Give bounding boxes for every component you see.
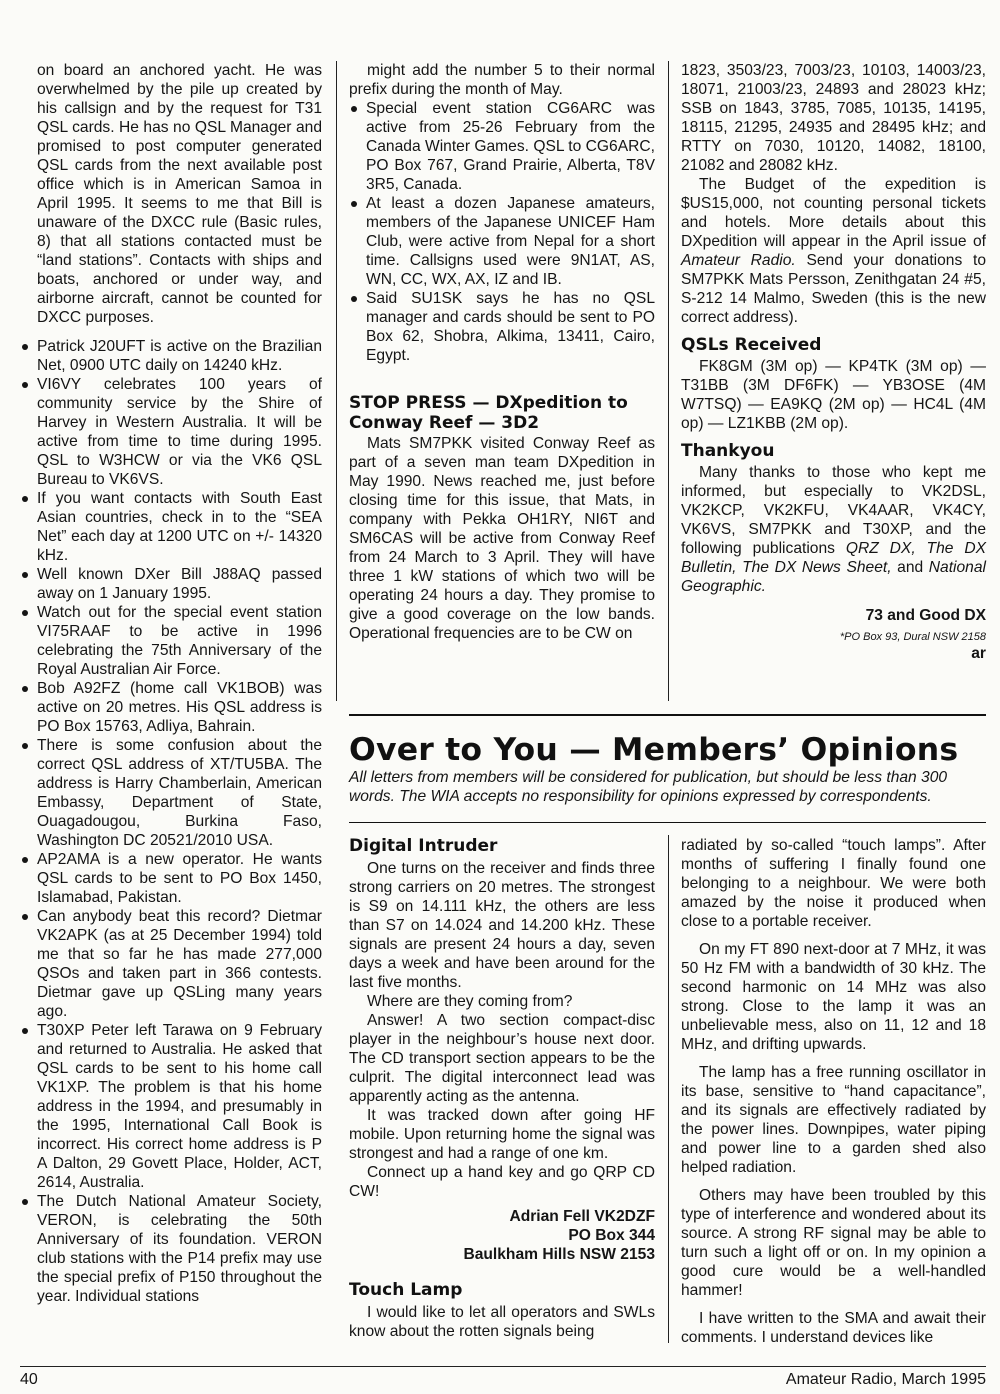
list-item: Bob A92FZ (home call VK1BOB) was active on 20 metres. His QSL address is PO Box 15763, Adliya, Bahrain. — [20, 679, 322, 736]
author-address: *PO Box 93, Dural NSW 2158 — [839, 631, 986, 643]
list-item: The Dutch National Amateur Society, VERON, is celebrating the 50th Anniversary of its foundation. VERON club stations with the P14 prefix may use the special prefix of P150 throughout the year. Individual stations — [20, 1192, 322, 1306]
thanks-heading: Thankyou — [681, 441, 775, 461]
qsl-heading: QSLs Received — [681, 335, 822, 355]
column-divider — [668, 61, 669, 701]
left-column — [20, 61, 322, 1306]
section-title: Over to You — Members’ Opinions — [349, 732, 959, 768]
body-text: might add the number 5 to their normal prefix during the month of May. — [349, 62, 655, 98]
body-text: 1823, 3503/23, 7003/23, 10103, 14003/23, 18071, 21003/23, 24893 and 28023 kHz; SSB on 1843, 3785, 7085, 10135, 14195, 18115, 21295, 24935 and 28495 kHz; and RTTY on 7030, 10120, 14082, 18100, 21082 and 28082 kHz. — [681, 62, 986, 174]
list-item: There is some confusion about the correct QSL address of XT/TU5BA. The address is Harry Chamberlain, American Embassy, Department of State, Ouagadougou, Burkina Faso, Washington DC 20521/2010 USA. — [20, 736, 322, 850]
publication-name: Amateur Radio. — [681, 252, 796, 269]
body-text: and — [891, 559, 929, 576]
thanks-paragraph — [681, 463, 986, 596]
section-rule — [349, 822, 986, 823]
body-text: on board an anchored yacht. He was overwhelmed by the pile up created by his callsign and by the request for T31 QSL cards. He has no QSL Manager and promised to post computer generated QSL cards from the next available post office which is in American Samoa in April 1995. It seems to me that Bill is unaware of the DXCC rule (Basic rules, 8) that all stations contacted must be “land stations”. Contacts with ships and boats, anchored or under way, and airborne aircraft, cannot be counted for DXCC purposes. — [37, 62, 322, 326]
body-text: Many thanks to those who kept me informed, but especially to VK2DSL, VK2KCP, VK2KFU, VK4AAR, VK4CY, VK6VS, SM7PKK and T30XP, and the following publications — [681, 464, 986, 557]
middle-column — [349, 61, 655, 643]
publication-name: National Geographic. — [681, 559, 986, 595]
list-item: Patrick J20UFT is active on the Brazilian Net, 0900 UTC daily on 14240 kHz. — [20, 337, 322, 375]
letter-paragraph: Where are they coming from? — [367, 993, 573, 1010]
signoff: 73 and Good DX — [865, 607, 986, 624]
body-text: FK8GM (3M op) — KP4TK (3M op) — T31BB (3M DF6FK) — YB3OSE (4M W7TSQ) — EA9KQ (2M op) — HC4L (4M op) — LZ1KBB (2M op). — [681, 358, 986, 432]
footer-rule — [20, 1366, 986, 1367]
end-mark: ar — [971, 645, 986, 662]
letter-paragraph: It was tracked down after going HF mobile. Upon returning home the signal was strongest and had a range of one km. — [349, 1107, 655, 1162]
right-column — [681, 61, 986, 663]
letter-heading: Touch Lamp — [349, 1280, 463, 1300]
list-item: VI6VY celebrates 100 years of community service by the Shire of Harvey in Western Australia. It will be active from time to time during 1995. QSL to W3HCW or via the VK6 QSL Bureau to VK6VS. — [20, 375, 322, 489]
column-divider — [668, 835, 669, 1343]
letter-address: PO Box 344 — [568, 1227, 655, 1244]
letter-paragraph: One turns on the receiver and finds three strong carriers on 20 metres. The strongest is S9 on 14.111 kHz, the others are less than S7 on 14.024 and 14.200 kHz. These signals are present 24 hours a day, seven days a week and have been around for the last five months. — [349, 860, 655, 991]
body-text: Send your donations to SM7PKK Mats Persson, Zenithgatan 24 #5, S-212 14 Malmo, Sweden (this is the new correct address). — [681, 252, 987, 326]
list-item: If you want contacts with South East Asian countries, check in to the “SEA Net” each day at 1200 UTC on +/- 14320 kHz. — [20, 489, 322, 565]
continued-paragraph — [20, 61, 322, 327]
letters-left-column — [349, 836, 655, 1341]
list-item: AP2AMA is a new operator. He wants QSL cards to be sent to PO Box 1450, Islamabad, Pakistan. — [20, 850, 322, 907]
stop-press-heading: STOP PRESS — DXpedition to Conway Reef — 3D2 — [349, 393, 628, 433]
letter-heading: Digital Intruder — [349, 836, 498, 856]
list-item: Special event station CG6ARC was active from 25-26 February from the Canada Winter Games. QSL to CG6ARC, PO Box 767, Grand Prairie, Alberta, T8V 3R5, Canada. — [349, 99, 655, 194]
page-number: 40 — [20, 1371, 38, 1388]
letter-author: Adrian Fell VK2DZF — [509, 1208, 655, 1225]
list-item: T30XP Peter left Tarawa on 9 February and returned to Australia. He asked that QSL cards to be sent to his home call VK1XP. The problem is that his home address in the 1994, and presumably in the 1995, International Call Book is incorrect. His correct home address is P A Dalton, 29 Govett Place, Holder, ACT, 2614, Australia. — [20, 1021, 322, 1192]
letter-paragraph: Others may have been troubled by this type of interference and wondered about its source. A strong RF signal may be able to turn such a light off or on. In my opinion a good cure would be a well-handled hammer! — [681, 1187, 986, 1299]
list-item: At least a dozen Japanese amateurs, members of the Japanese UNICEF Ham Club, were active from Nepal for a short time. Callsigns used were 9N1AT, AS, WN, CC, WX, AX, IZ and IB. — [349, 194, 655, 289]
letter-paragraph: I would like to let all operators and SWLs know about the rotten signals being — [349, 1304, 655, 1340]
list-item: Said SU1SK says he has no QSL manager and cards should be sent to PO Box 62, Shobra, Alkima, 13411, Cairo, Egypt. — [349, 289, 655, 365]
budget-paragraph — [681, 175, 986, 327]
letters-right-column — [681, 836, 986, 1347]
news-list — [20, 337, 322, 1306]
body-text: Mats SM7PKK visited Conway Reef as part of a seven man team DXpedition in May 1990. News reached me, just before closing time for this issue, that Mats, in company with Pekka OH1RY, NI6T and SM6CAS will be active from Conway Reef from 24 March to 3 April. They will have three 1 kW stations of which two will be operating 24 hours a day. They promise to give a good coverage on the low bands. Operational frequencies are to be CW on — [349, 435, 655, 642]
list-item: Can anybody beat this record? Dietmar VK2APK (as at 25 December 1994) told me that so far he has made 277,000 QSOs and taken part in 366 contests. Dietmar gave up QSLing many years ago. — [20, 907, 322, 1021]
letter-paragraph: The lamp has a free running oscillator in its base, sensitive to “hand capacitance”, and its signals are effectively radiated by the power lines. Downpipes, water piping and power line to a garden shed also helped radiation. — [681, 1064, 986, 1176]
letter-paragraph: Answer! A two section compact-disc player in the neighbour’s house next door. The CD transport section appears to be the culprit. The digital interconnect lead was apparently acting as the antenna. — [349, 1012, 655, 1105]
list-item: Well known DXer Bill J88AQ passed away on 1 January 1995. — [20, 565, 322, 603]
news-list — [349, 99, 655, 365]
publication-names: QRZ DX, The DX Bulletin, The DX News Sheet, — [681, 540, 986, 576]
body-text: The Budget of the expedition is $US15,000, not counting personal tickets and hotels. More details about this DXpedition will appear in the April issue of — [681, 176, 986, 250]
section-intro: All letters from members will be considered for publication, but should be less than 300 words. The WIA accepts no responsibility for opinions expressed by correspondents. — [349, 769, 948, 805]
letter-paragraph: radiated by so-called “touch lamps”. After months of suffering I finally found one belonging to a neighbour. We were both amazed by the noise it produced when close to a portable receiver. — [681, 837, 986, 930]
section-rule — [349, 714, 986, 716]
letter-paragraph: Connect up a hand key and go QRP CD CW! — [349, 1164, 655, 1200]
letter-paragraph: I have written to the SMA and await their comments. I understand devices like — [681, 1310, 986, 1346]
magazine-footer: Amateur Radio, March 1995 — [785, 1371, 986, 1388]
letter-paragraph: On my FT 890 next-door at 7 MHz, it was 50 Hz FM with a bandwidth of 30 kHz. The second harmonic on 14 MHz was also strong. Close to the lamp it was an unbelievable mess, also on 11, 12 and 18 MHz, and drifting upwards. — [681, 941, 986, 1053]
column-divider — [336, 61, 337, 701]
letter-address: Baulkham Hills NSW 2153 — [463, 1246, 655, 1263]
list-item: Watch out for the special event station VI75RAAF to be active in 1996 celebrating the 75th Anniversary of the Royal Australian Air Force. — [20, 603, 322, 679]
